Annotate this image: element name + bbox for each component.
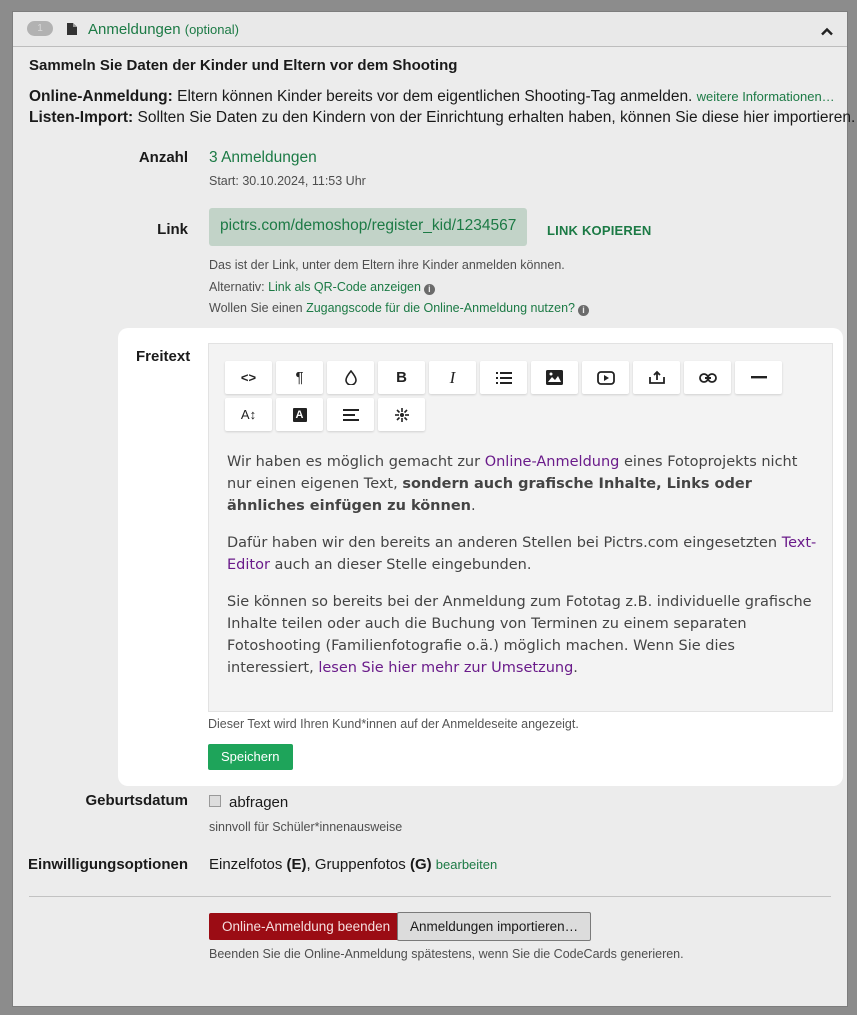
birthdate-hint: sinnvoll für Schüler*innenausweise — [209, 820, 403, 834]
copy-link-button[interactable]: LINK KOPIEREN — [547, 223, 652, 238]
panel-header[interactable] — [13, 12, 847, 47]
start-date: Start: 30.10.2024, 11:53 Uhr — [209, 174, 366, 188]
code-icon: <> — [240, 370, 257, 385]
image-icon — [546, 370, 563, 385]
read-more-link[interactable]: lesen Sie hier mehr zur Umsetzung — [318, 660, 574, 676]
registrations-count-link[interactable]: 3 Anmeldungen — [209, 149, 317, 166]
more-info-link[interactable]: weitere Informationen… — [696, 89, 835, 104]
chevron-up-icon[interactable] — [821, 23, 833, 41]
online-registration-link[interactable]: Online-Anmeldung — [484, 454, 620, 470]
info-icon[interactable]: i — [578, 305, 589, 316]
consent-options: Einzelfotos (E), Gruppenfotos (G) bearbeiten — [209, 856, 498, 873]
qr-alt-line: Alternativ: Link als QR-Code anzeigen i — [209, 280, 435, 295]
link-description: Das ist der Link, unter dem Eltern ihre Kinder anmelden können. — [209, 258, 565, 272]
code-view-button[interactable] — [225, 361, 272, 394]
italic-icon: I — [449, 367, 456, 387]
birthdate-label: Geburtsdatum — [85, 792, 188, 809]
end-hint: Beenden Sie die Online-Anmeldung spätestens, wenn Sie die CodeCards generieren. — [209, 947, 684, 961]
font-size-icon: A↕ — [240, 407, 257, 422]
intro-heading: Sammeln Sie Daten der Kinder und Eltern vor dem Shooting — [29, 57, 458, 74]
link-label: Link — [157, 221, 188, 238]
intro-import: Listen-Import: Sollten Sie Daten zu den Kindern von der Einrichtung erhalten haben, können Sie diese hier importieren. — [29, 109, 856, 126]
divider — [29, 896, 831, 897]
list-button[interactable] — [480, 361, 527, 394]
video-button[interactable] — [582, 361, 629, 394]
qr-code-link[interactable]: Link als QR-Code anzeigen — [268, 280, 421, 294]
italic-button[interactable] — [429, 361, 476, 394]
horizontal-rule-icon — [751, 376, 767, 379]
end-registration-button[interactable]: Online-Anmeldung beenden — [209, 913, 403, 940]
font-size-button[interactable] — [225, 398, 272, 431]
bold-icon: B — [396, 369, 407, 386]
editor-content[interactable] — [227, 451, 817, 694]
editor-paragraph: Sie können so bereits bei der Anmeldung zum Fototag z.B. individuelle grafische Inhalte teilen oder auch die Buchung von Terminen zu einem separaten Fotoshooting (Familienfotografie o.ä.) möglich machen. Wenn Sie dies interessiert, lesen Sie hier mehr zur Umsetzung. — [227, 594, 812, 676]
paragraph-button[interactable] — [276, 361, 323, 394]
freitext-label: Freitext — [136, 348, 191, 365]
freitext-section — [118, 328, 843, 786]
video-icon — [597, 371, 615, 385]
birthdate-checkbox[interactable] — [209, 795, 221, 807]
drop-icon — [345, 370, 357, 385]
sparkle-icon — [395, 408, 409, 422]
list-icon — [496, 372, 512, 384]
color-button[interactable] — [327, 361, 374, 394]
font-color-icon: A — [293, 408, 307, 422]
effects-button[interactable] — [378, 398, 425, 431]
link-icon — [699, 373, 717, 383]
edit-consent-link[interactable]: bearbeiten — [435, 857, 498, 872]
registration-link-field[interactable]: pictrs.com/demoshop/register_kid/1234567 — [209, 208, 527, 246]
bold-button[interactable] — [378, 361, 425, 394]
save-button[interactable]: Speichern — [208, 744, 293, 770]
info-icon[interactable]: i — [424, 284, 435, 295]
document-icon — [67, 22, 77, 40]
horizontal-rule-button[interactable] — [735, 361, 782, 394]
paragraph-icon: ¶ — [295, 369, 304, 386]
link-button[interactable] — [684, 361, 731, 394]
consent-label: Einwilligungsoptionen — [28, 856, 188, 873]
access-code-link[interactable]: Zugangscode für die Online-Anmeldung nutzen? — [306, 301, 575, 315]
panel-title: Anmeldungen (optional) — [88, 21, 239, 38]
font-color-button[interactable] — [276, 398, 323, 431]
image-button[interactable] — [531, 361, 578, 394]
anzahl-label: Anzahl — [138, 149, 188, 166]
import-registrations-button[interactable]: Anmeldungen importieren… — [397, 912, 591, 941]
intro-online: Online-Anmeldung: Eltern können Kinder bereits vor dem eigentlichen Shooting-Tag anmelden. weitere Informationen… — [29, 88, 835, 105]
text-editor-link[interactable]: Text-Editor — [227, 535, 817, 573]
text-editor[interactable] — [208, 343, 833, 712]
editor-paragraph: Wir haben es möglich gemacht zur Online-Anmeldung eines Fotoprojekts nicht nur einen eigenen Text, sondern auch grafische Inhalte, Links oder ähnliches einfügen zu können. — [227, 454, 798, 514]
align-left-icon — [343, 409, 359, 421]
freitext-hint: Dieser Text wird Ihren Kund*innen auf der Anmeldeseite angezeigt. — [208, 717, 579, 731]
step-badge: 1 — [27, 21, 53, 36]
upload-button[interactable] — [633, 361, 680, 394]
editor-paragraph: Dafür haben wir den bereits an anderen Stellen bei Pictrs.com eingesetzten Text-Editor auch an dieser Stelle eingebunden. — [227, 535, 817, 573]
access-code-line: Wollen Sie einen Zugangscode für die Online-Anmeldung nutzen? i — [209, 301, 589, 316]
birthdate-checkbox-label[interactable]: abfragen — [229, 794, 289, 811]
align-button[interactable] — [327, 398, 374, 431]
upload-icon — [649, 370, 665, 385]
